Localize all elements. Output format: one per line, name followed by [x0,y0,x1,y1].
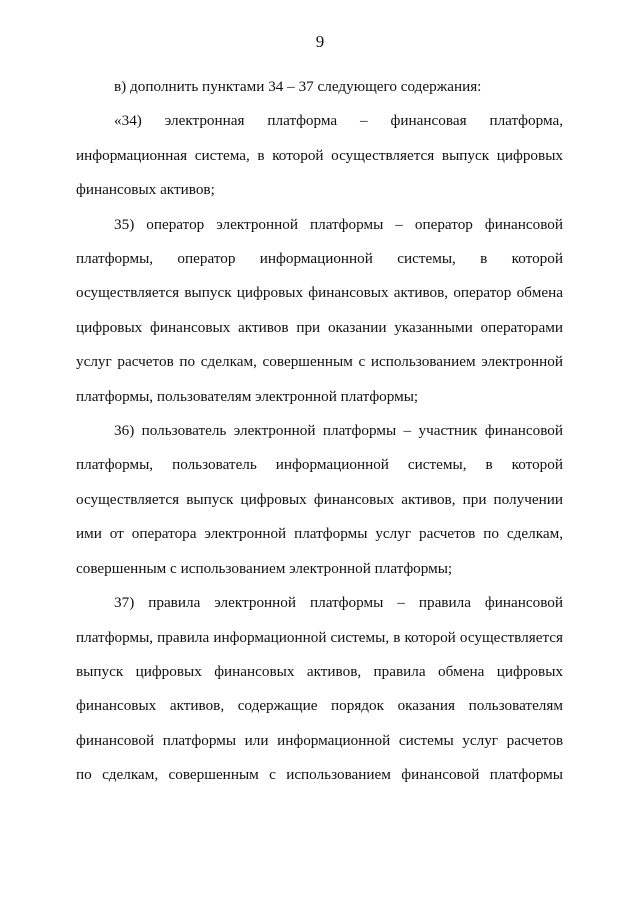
item-35-line-4: цифровых финансовых активов при оказании указанными операторами [76,318,563,336]
intro-line: в) дополнить пунктами 34 – 37 следующего содержания: [114,78,482,95]
item-34-line-3: финансовых активов; [76,181,215,199]
item-37-line-5: финансовой платформы или информационной системы услуг расчетов [76,731,563,749]
item-37-line-6: по сделкам, совершенным с использованием финансовой платформы [76,766,563,784]
item-36-line-1: 36) пользователь электронной платформы – участник финансовой [114,422,563,440]
item-37-line-3: выпуск цифровых финансовых активов, правила обмена цифровых [76,662,563,680]
item-37-line-1: 37) правила электронной платформы – правила финансовой [114,594,563,612]
item-35-line-1: 35) оператор электронной платформы – оператор финансовой [114,215,563,233]
item-35-line-5: услуг расчетов по сделкам, совершенным с использованием электронной [76,353,563,371]
item-36-line-3: осуществляется выпуск цифровых финансовых активов, при получении [76,490,563,508]
item-37-line-4: финансовых активов, содержащие порядок оказания пользователям [76,697,563,715]
item-37-line-2: платформы, правила информационной системы, в которой осуществляется [76,628,563,646]
item-36-line-2: платформы, пользователь информационной системы, в которой [76,456,563,474]
item-36-line-5: совершенным с использованием электронной платформы; [76,559,453,577]
item-35-line-3: осуществляется выпуск цифровых финансовых активов, оператор обмена [76,284,563,302]
item-35-line-2: платформы, оператор информационной системы, в которой [76,250,563,268]
page-number: 9 [315,32,325,51]
item-34-line-2: информационная система, в которой осуществляется выпуск цифровых [76,146,563,164]
item-34-line-1: «34) электронная платформа – финансовая платформа, [114,112,563,130]
document-body [76,70,563,793]
item-36-line-4: ими от оператора электронной платформы услуг расчетов по сделкам, [76,525,563,543]
item-35-line-6: платформы, пользователям электронной платформы; [76,387,419,405]
